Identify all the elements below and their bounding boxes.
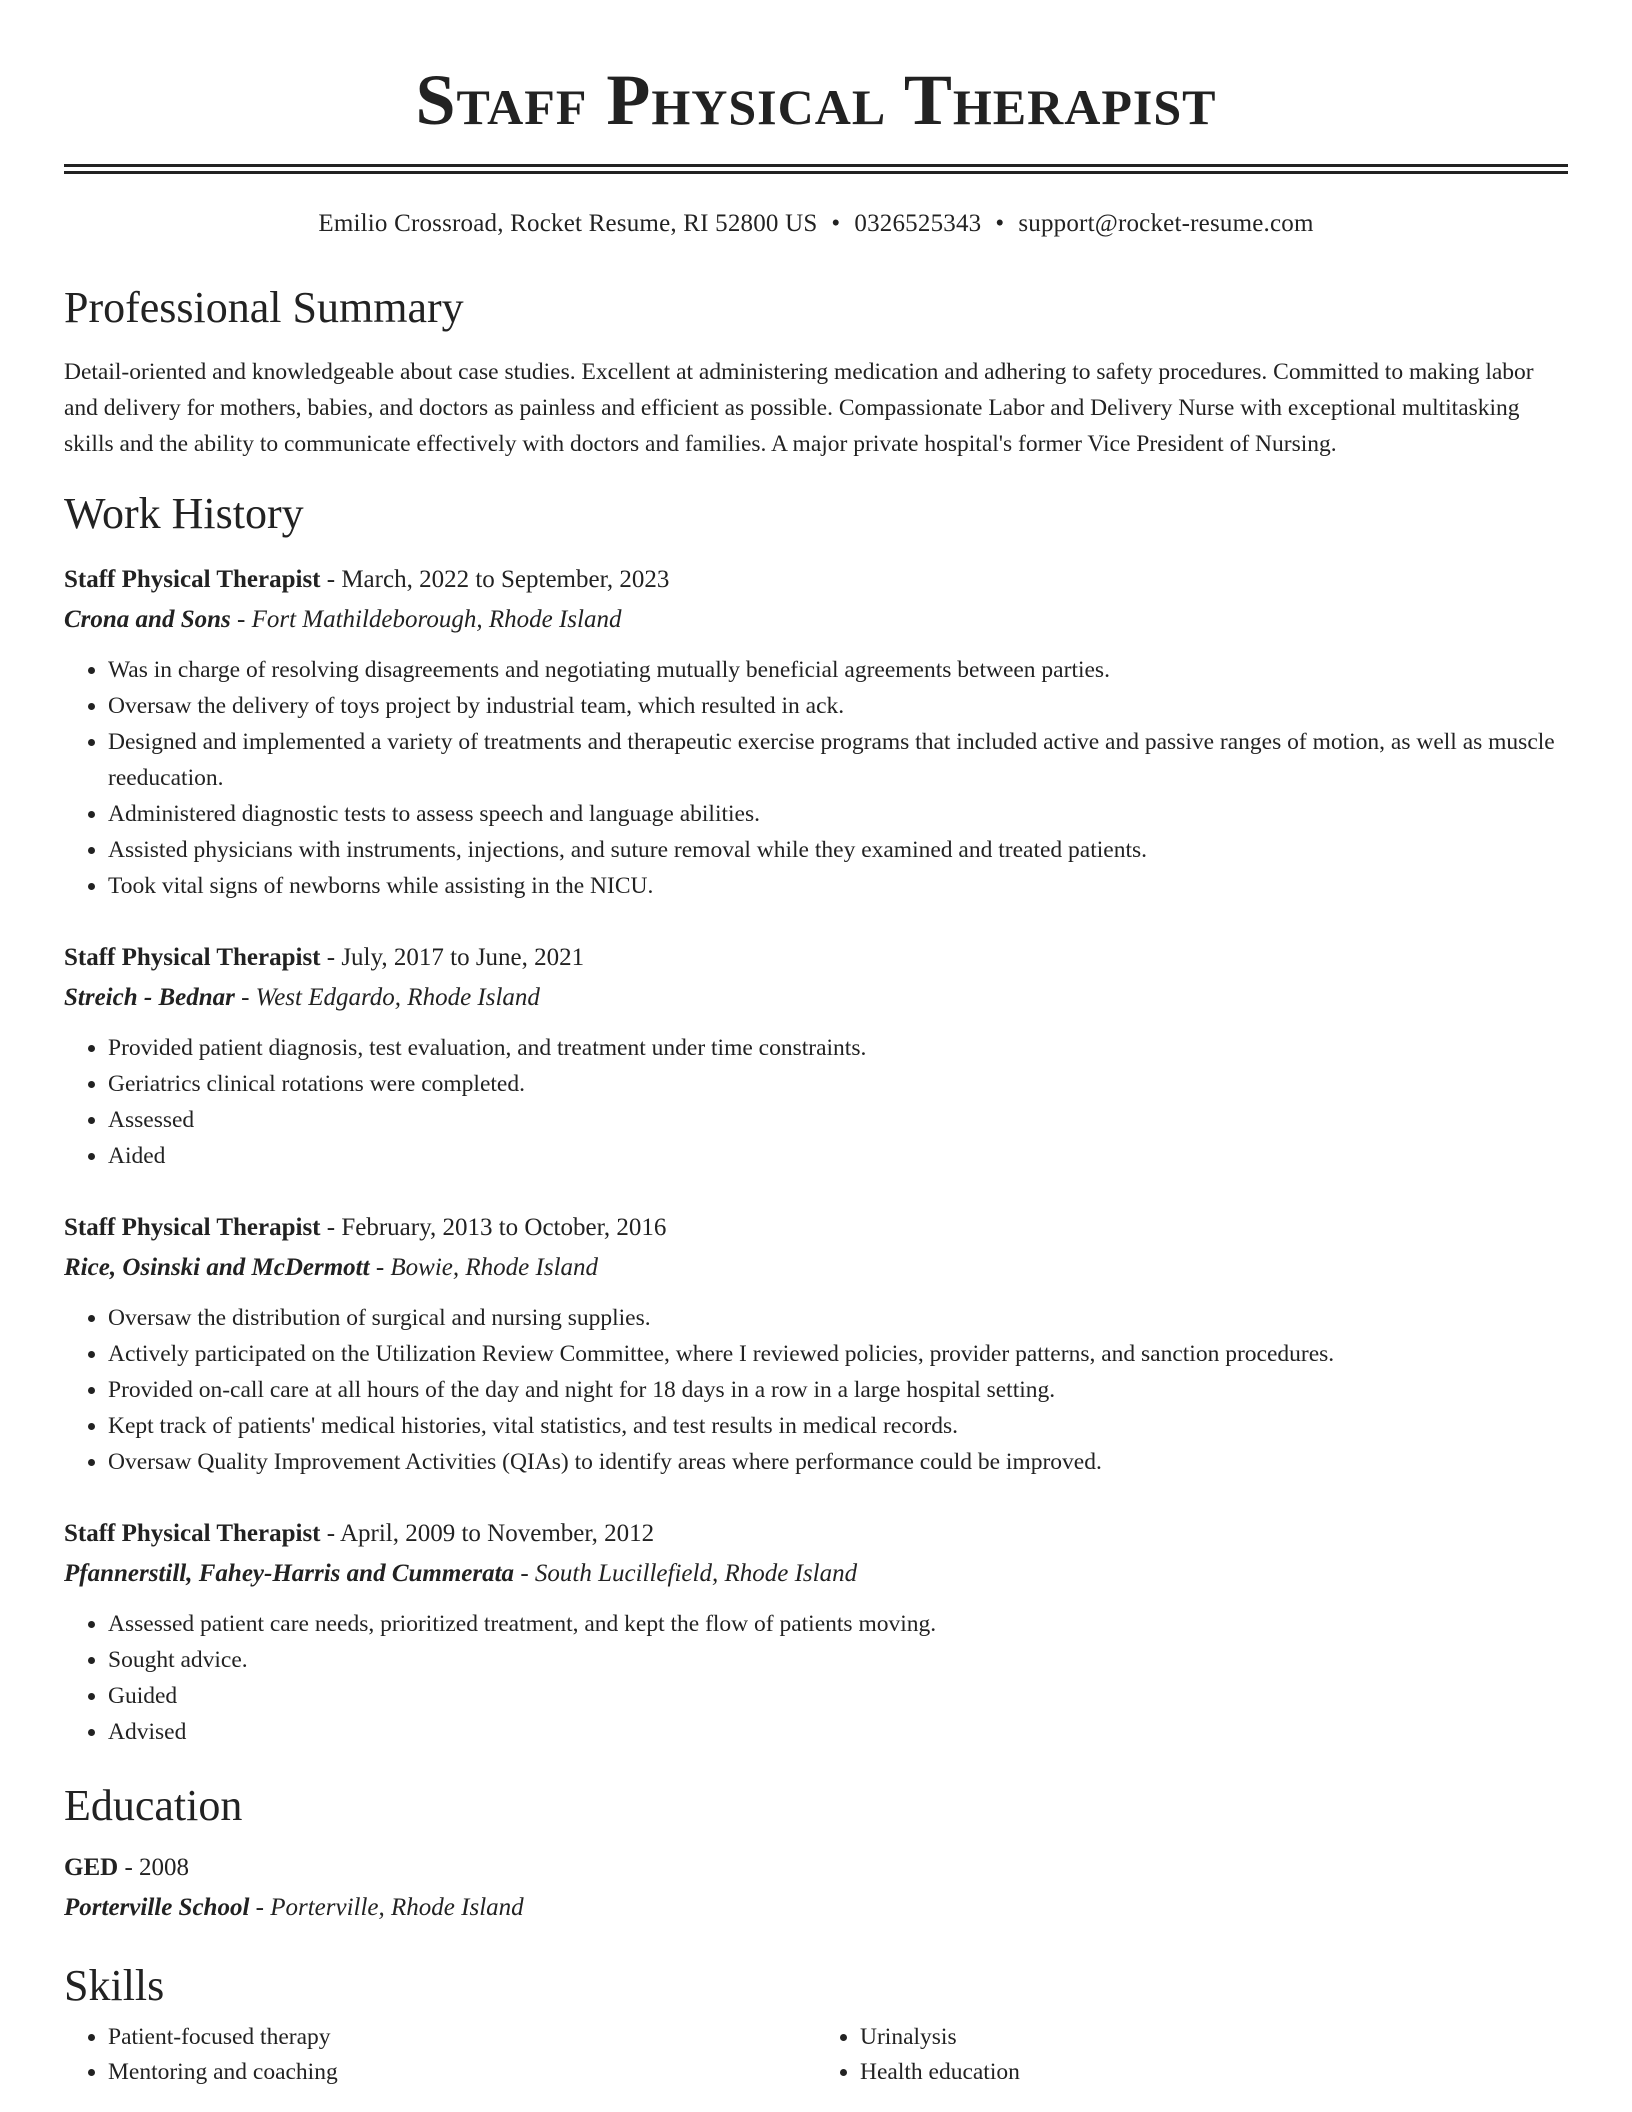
job-company-line	[64, 1250, 1568, 1286]
job-company: Pfannerstill, Fahey-Harris and Cummerata	[64, 1560, 515, 1587]
job-title: Staff Physical Therapist	[64, 944, 321, 971]
job-entry	[64, 1516, 1568, 1750]
education-degree-line	[64, 1850, 1568, 1886]
job-company: Crona and Sons	[64, 606, 231, 633]
job-entry	[64, 940, 1568, 1174]
job-company-line	[64, 602, 1568, 638]
job-duty: • Was in charge of resolving disagreements and negotiating mutually beneficial agreements between parties.	[108, 652, 1568, 688]
education-year: - 2008	[118, 1854, 190, 1881]
contact-email: support@rocket-resume.com	[1018, 210, 1314, 237]
job-duty: • Oversaw the distribution of surgical and nursing supplies.	[108, 1300, 1568, 1336]
summary-heading: Professional Summary	[64, 283, 464, 332]
job-company-line	[64, 980, 1568, 1016]
title-divider	[64, 164, 1568, 174]
skill-item: • Urinalysis	[860, 2020, 1568, 2055]
education-heading: Education	[64, 1781, 243, 1830]
education-school: Porterville School	[64, 1894, 250, 1921]
job-duty: • Provided on-call care at all hours of the day and night for 18 days in a row in a large hospital setting.	[108, 1372, 1568, 1408]
job-location: - Bowie, Rhode Island	[369, 1254, 599, 1281]
job-duty: • Kept track of patients' medical histories, vital statistics, and test results in medical records.	[108, 1408, 1568, 1444]
job-duties	[64, 1030, 1568, 1174]
job-title: Staff Physical Therapist	[64, 1214, 321, 1241]
job-duty: • Geriatrics clinical rotations were completed.	[108, 1066, 1568, 1102]
job-entry	[64, 1210, 1568, 1480]
job-title: Staff Physical Therapist	[64, 1520, 321, 1547]
education-entry	[64, 1850, 1568, 1926]
job-title-line	[64, 562, 1568, 598]
job-duty: • Assessed patient care needs, prioritized treatment, and kept the flow of patients moving.	[108, 1606, 1568, 1642]
job-location: - South Lucillefield, Rhode Island	[514, 1560, 858, 1587]
job-duty: • Assisted physicians with instruments, injections, and suture removal while they examined and treated patients.	[108, 832, 1568, 868]
job-location: - West Edgardo, Rhode Island	[234, 984, 540, 1011]
job-dates: - February, 2013 to October, 2016	[320, 1214, 667, 1241]
job-duties	[64, 1300, 1568, 1480]
job-title-line	[64, 1210, 1568, 1246]
job-duty: • Assessed	[108, 1102, 1568, 1138]
education-degree: GED	[64, 1854, 119, 1881]
job-duty: • Oversaw the delivery of toys project by industrial team, which resulted in ack.	[108, 688, 1568, 724]
skills-column-left	[64, 2020, 816, 2090]
job-duty: • Guided	[108, 1678, 1568, 1714]
skill-item: • Mentoring and coaching	[108, 2055, 816, 2090]
summary-text: Detail-oriented and knowledgeable about case studies. Excellent at administering medication and adhering to safety procedures. Committed to making labor and delivery for mothers, babies, and doctors as painless and efficient as possible. Compassionate Labor and Delivery Nurse with exceptional multitasking skills and the ability to communicate effectively with doctors and families. A major private hospital's former Vice President of Nursing.	[64, 359, 1534, 457]
job-duty: • Administered diagnostic tests to assess speech and language abilities.	[108, 796, 1568, 832]
job-duties	[64, 652, 1568, 904]
job-company: Rice, Osinski and McDermott	[64, 1254, 370, 1281]
job-dates: - March, 2022 to September, 2023	[320, 566, 670, 593]
job-duties	[64, 1606, 1568, 1750]
job-duty: • Aided	[108, 1138, 1568, 1174]
skill-item: • Health education	[860, 2055, 1568, 2090]
job-location: - Fort Mathildeborough, Rhode Island	[230, 606, 622, 633]
job-duty: • Actively participated on the Utilization Review Committee, where I reviewed policies, provider patterns, and sanction procedures.	[108, 1336, 1568, 1372]
job-title: Staff Physical Therapist	[64, 566, 321, 593]
job-dates: - April, 2009 to November, 2012	[320, 1520, 655, 1547]
skill-item: • Patient-focused therapy	[108, 2020, 816, 2055]
work-history-heading: Work History	[64, 489, 304, 538]
job-duty: • Took vital signs of newborns while assisting in the NICU.	[108, 868, 1568, 904]
skills-grid	[64, 2020, 1568, 2090]
education-school-line	[64, 1890, 1568, 1926]
job-dates: - July, 2017 to June, 2021	[320, 944, 585, 971]
contact-line	[64, 208, 1568, 240]
contact-separator: •	[831, 210, 841, 237]
contact-address: Emilio Crossroad, Rocket Resume, RI 52800 US	[318, 210, 818, 237]
contact-separator: •	[995, 210, 1005, 237]
resume-title: Staff Physical Therapist	[415, 60, 1217, 140]
job-duty: • Designed and implemented a variety of treatments and therapeutic exercise programs that included active and passive ranges of motion, as well as muscle reeducation.	[108, 724, 1568, 796]
skills-heading: Skills	[64, 1961, 165, 2010]
education-location: - Porterville, Rhode Island	[249, 1894, 524, 1921]
contact-phone: 0326525343	[854, 210, 982, 237]
job-company: Streich - Bednar	[64, 984, 235, 1011]
job-duty: • Oversaw Quality Improvement Activities (QIAs) to identify areas where performance could be improved.	[108, 1444, 1568, 1480]
job-duty: • Provided patient diagnosis, test evaluation, and treatment under time constraints.	[108, 1030, 1568, 1066]
skills-column-right	[816, 2020, 1568, 2090]
job-entry	[64, 562, 1568, 904]
job-duty: • Sought advice.	[108, 1642, 1568, 1678]
job-company-line	[64, 1556, 1568, 1592]
job-duty: • Advised	[108, 1714, 1568, 1750]
job-title-line	[64, 940, 1568, 976]
job-title-line	[64, 1516, 1568, 1552]
